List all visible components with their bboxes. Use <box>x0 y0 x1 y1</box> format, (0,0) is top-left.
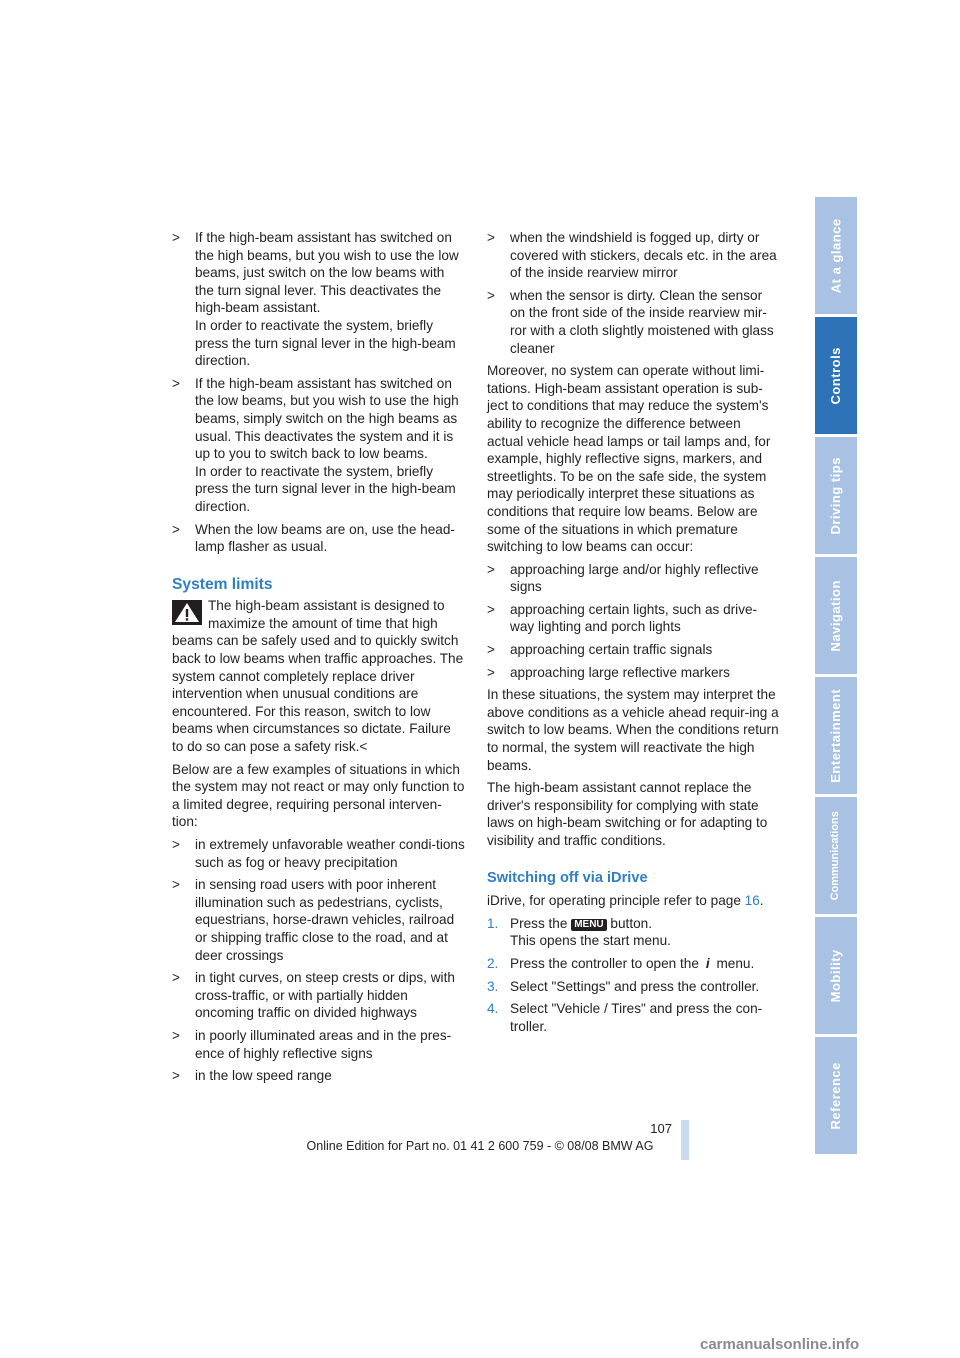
tab-entertainment[interactable]: Entertainment <box>815 677 857 794</box>
paragraph: Below are a few examples of situations in which the system may not react or may only function to a limited degree, requiring personal interven-tion: <box>172 761 465 830</box>
list-item: > approaching large reflective markers <box>487 664 730 680</box>
left-column <box>172 229 465 1090</box>
section-heading-idrive: Switching off via iDrive <box>487 869 648 886</box>
paragraph: In these situations, the system may interpret the above conditions as a vehicle ahead requir-ing a switch to low beams. When the conditions return to normal, the system will reactivate the high beams. <box>487 687 779 773</box>
list-item: > in poorly illuminated areas and in the pres-ence of highly reflective signs <box>172 1027 452 1061</box>
list-item: > in sensing road users with poor inherent illumination such as pedestrians, cyclists, equestrians, horse-drawn vehicles, railroad or shipping traffic close to the road, and at deer crossings <box>172 877 455 963</box>
paragraph: iDrive, for operating principle refer to page 16. <box>487 893 764 909</box>
list-item: > when the windshield is fogged up, dirty or covered with stickers, decals etc. in the area of the inside rearview mirror <box>487 230 777 281</box>
section-heading-system-limits: System limits <box>172 575 273 593</box>
step-item: 3. Select "Settings" and press the controller. <box>487 978 760 994</box>
list-item: > If the high-beam assistant has switched on the high beams, but you wish to use the low beams, just switch on the low beams with the turn signal lever. This deactivates the high-beam assistant. In order to reactivate the system, briefly press the turn signal lever in the high-beam direction. <box>172 230 459 369</box>
list-item: > when the sensor is dirty. Clean the sensor on the front side of the inside rearview mir-ror with a cloth slightly moistened with glass cleaner <box>487 287 774 356</box>
list-item: > When the low beams are on, use the head-lamp flasher as usual. <box>172 521 455 555</box>
list-item: > in extremely unfavorable weather condi-tions such as fog or heavy precipitation <box>172 837 465 870</box>
chapter-tabs <box>815 197 857 1157</box>
tab-communications[interactable]: Communications <box>815 797 857 914</box>
page-number: 107 <box>650 1121 672 1136</box>
info-icon: i <box>705 955 710 971</box>
page-link[interactable]: 16 <box>744 893 760 909</box>
tab-at-a-glance[interactable]: At a glance <box>815 197 857 314</box>
warning-paragraph: The high-beam assistant is designed to maximize the amount of time that high beams can be safely used and to quickly switch back to low beams when traffic approaches. The system cannot completely replace driver intervention when unusual conditions are encountered. For this reason, switch to low beams when circumstances so dictate. Failure to do so can pose a safety risk.< <box>172 598 464 755</box>
tab-controls[interactable]: Controls <box>815 317 857 434</box>
watermark: carmanualsonline.info <box>700 1336 860 1353</box>
tab-mobility[interactable]: Mobility <box>815 917 857 1034</box>
list-item: > in tight curves, on steep crests or dips, with cross-traffic, or with partially hidden oncoming traffic on divided highways <box>172 970 455 1021</box>
menu-button-icon: MENU <box>571 919 606 931</box>
warning-triangle-icon <box>172 600 202 625</box>
list-item: > If the high-beam assistant has switched on the low beams, but you wish to use the high beams, simply switch on the high beams as usual. This deactivates the system and it is up to you to switch back to low beams. In order to reactivate the system, briefly press the turn signal lever in the high-beam direction. <box>172 375 459 514</box>
list-item: > approaching certain traffic signals <box>487 642 713 658</box>
paragraph: The high-beam assistant cannot replace the driver's responsibility for complying with state laws on high-beam switching or for adapting to visibility and traffic conditions. <box>487 780 768 848</box>
list-item: > in the low speed range <box>172 1068 332 1084</box>
tab-navigation[interactable]: Navigation <box>815 557 857 674</box>
step-item: 1. Press the MENU button. This opens the start menu. <box>487 915 671 949</box>
tab-driving-tips[interactable]: Driving tips <box>815 437 857 554</box>
paragraph: Moreover, no system can operate without limi-tations. High-beam assistant operation is sub-ject to conditions that may reduce the system's ability to recognize the difference between actual vehicle head lamps or tail lamps and, for example, highly reflective signs, markers, and streetlights. To be on the safe side, the system may periodically interpret these situations as conditions that require low beams. Below are some of the situations in which premature switching to low beams can occur: <box>487 363 771 555</box>
step-item: 4. Select "Vehicle / Tires" and press the con-troller. <box>487 1001 763 1034</box>
right-column <box>487 229 780 1040</box>
step-item: 2. Press the controller to open the i menu. <box>487 955 755 971</box>
list-item: > approaching large and/or highly reflective signs <box>487 561 759 595</box>
footer-text: Online Edition for Part no. 01 41 2 600 759 - © 08/08 BMW AG <box>306 1139 654 1153</box>
tab-reference[interactable]: Reference <box>815 1037 857 1154</box>
list-item: > approaching certain lights, such as drive-way lighting and porch lights <box>487 601 758 635</box>
